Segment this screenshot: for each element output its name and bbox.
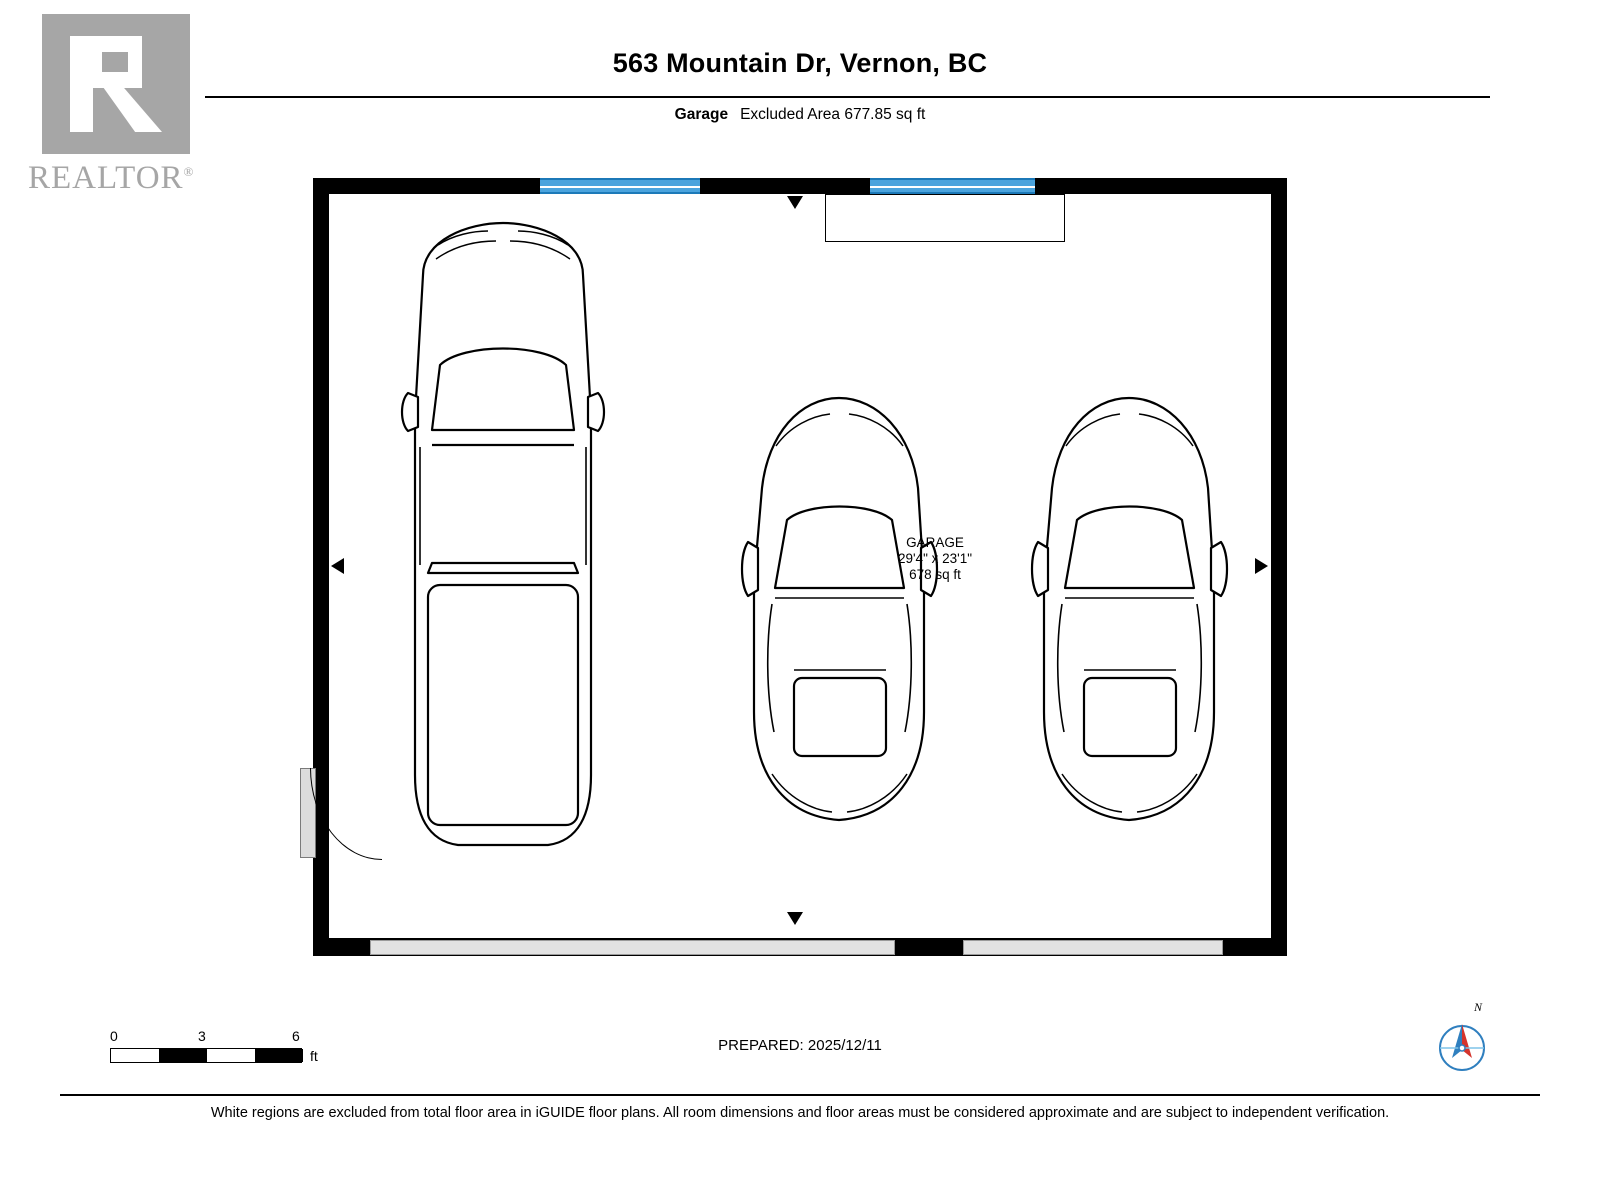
scale-unit-label: ft	[310, 1048, 318, 1064]
room-label-area: 678 sq ft	[909, 567, 961, 582]
window-top-right	[870, 178, 1035, 194]
room-label-name: GARAGE	[906, 535, 964, 550]
scale-tick-3: 3	[198, 1028, 206, 1044]
registered-mark: ®	[183, 164, 195, 179]
vehicle-sedan-center	[732, 392, 947, 827]
excluded-area-label: Excluded Area 677.85 sq ft	[740, 106, 926, 123]
bulkhead-rectangle	[825, 194, 1065, 242]
footer-divider	[60, 1094, 1540, 1096]
room-label-block	[845, 535, 1025, 583]
realtor-r-icon	[42, 14, 190, 154]
title-divider	[205, 96, 1490, 98]
floorplan-diagram	[300, 170, 1300, 970]
page-title: 563 Mountain Dr, Vernon, BC	[612, 48, 988, 78]
dimension-arrow-left-icon	[331, 558, 344, 574]
scale-tick-0: 0	[110, 1028, 118, 1044]
realtor-wordmark-text: REALTOR	[28, 160, 184, 196]
window-top-left	[540, 178, 700, 194]
realtor-wordmark	[28, 160, 194, 197]
disclaimer-text: White regions are excluded from total floor area in iGUIDE floor plans. All room dimensions and floor areas must be considered approximate and are subject to independent verification.	[210, 1105, 1390, 1121]
dimension-arrow-right-icon	[1255, 558, 1268, 574]
dimension-arrow-bottom-icon	[787, 912, 803, 925]
room-name-label: Garage	[674, 106, 729, 123]
garage-door-right	[963, 940, 1223, 955]
compass-north-label: N	[1474, 1000, 1483, 1014]
room-label-dimensions: 29'4" x 23'1"	[897, 551, 973, 566]
subtitle-row	[0, 106, 1600, 124]
wall-top	[313, 178, 1287, 194]
wall-right	[1271, 178, 1287, 956]
vehicle-sedan-right	[1022, 392, 1237, 827]
garage-door-left	[370, 940, 895, 955]
dimension-arrow-top-icon	[787, 196, 803, 209]
scale-tick-6: 6	[292, 1028, 300, 1044]
compass-rose-icon	[1428, 1000, 1508, 1080]
vehicle-pickup-truck	[378, 215, 628, 855]
prepared-date: PREPARED: 2025/12/11	[718, 1037, 882, 1054]
